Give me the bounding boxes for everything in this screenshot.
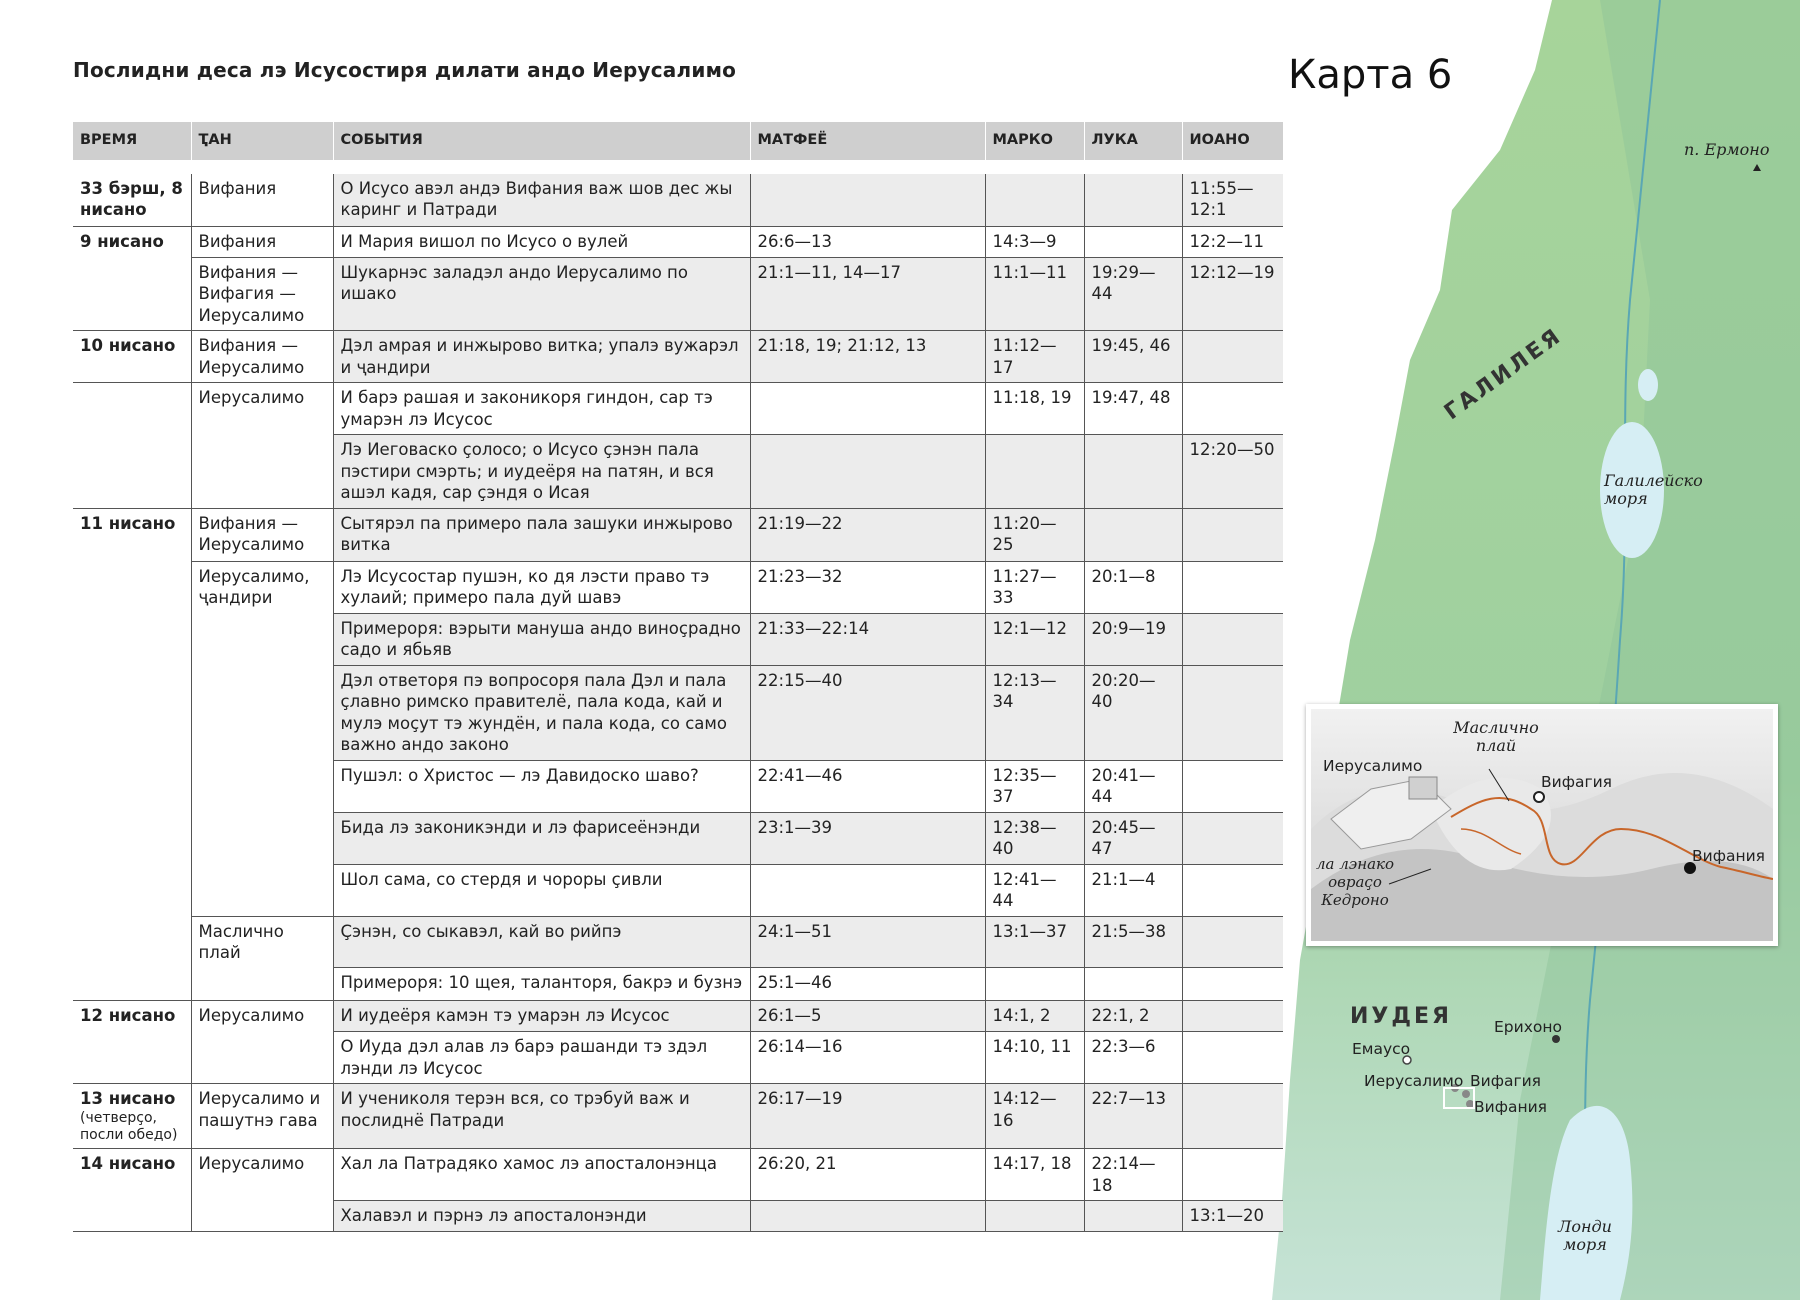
cell-luke xyxy=(1084,508,1182,561)
cell-matthew xyxy=(750,508,985,561)
header-time: ВРЕМЯ xyxy=(73,122,191,160)
cell-john xyxy=(1182,561,1283,613)
cell-event-text: Лэ Исусостар пушэн, ко дя лэсти право тэ хулаий; примеро пала дуй шавэ xyxy=(340,566,710,607)
bethphage-label: Вифагия xyxy=(1470,1072,1541,1090)
cell-place-text: Вифания — Иерусалимо xyxy=(198,513,305,554)
cell-mark-text: 12:38—40 xyxy=(992,817,1057,858)
cell-event-text: Сытярэл па примеро пала зашуки инжырово витка xyxy=(340,513,733,554)
cell-time xyxy=(73,1001,191,1032)
bethany-label: Вифания xyxy=(1474,1098,1547,1116)
cell-mark-text: 11:1—11 xyxy=(992,262,1068,282)
cell-mark-text: 14:12—16 xyxy=(992,1089,1057,1130)
cell-place xyxy=(191,968,333,1001)
cell-mark xyxy=(985,508,1084,561)
cell-matthew-text: 21:1—11, 14—17 xyxy=(757,262,902,282)
table-row xyxy=(73,561,1283,613)
cell-john xyxy=(1182,331,1283,383)
cell-mark xyxy=(985,1032,1084,1084)
cell-matthew-text: 26:20, 21 xyxy=(757,1154,837,1173)
cell-matthew-text: 26:6—13 xyxy=(757,231,833,251)
inset-bethphage-label: Вифагия xyxy=(1541,773,1612,791)
cell-place-text: Иерусалимо xyxy=(198,1154,305,1173)
cell-place xyxy=(191,1201,333,1232)
cell-event-text: И Мария вишол по Исусо о вулей xyxy=(340,231,629,251)
cell-place-text: Вифания — Вифагия — Иерусалимо xyxy=(198,262,305,325)
cell-john xyxy=(1182,257,1283,331)
cell-mark xyxy=(985,864,1084,916)
cell-john xyxy=(1182,916,1283,968)
cell-luke xyxy=(1084,760,1182,812)
cell-event xyxy=(333,561,750,613)
table-row xyxy=(73,968,1283,1001)
table-row xyxy=(73,760,1283,812)
cell-mark xyxy=(985,1149,1084,1201)
cell-place-text: Иерусалимо, ҷандири xyxy=(198,566,310,607)
jericho-dot-icon xyxy=(1552,1035,1560,1043)
cell-matthew-text: 21:19—22 xyxy=(757,513,843,533)
cell-matthew-text: 26:1—5 xyxy=(757,1006,822,1025)
cell-luke-text: 19:47, 48 xyxy=(1091,388,1171,407)
cell-place xyxy=(191,1084,333,1149)
cell-place xyxy=(191,561,333,613)
table-row xyxy=(73,665,1283,760)
cell-luke-text: 19:29—44 xyxy=(1091,262,1156,303)
cell-event xyxy=(333,812,750,864)
cell-mark-text: 13:1—37 xyxy=(992,921,1068,941)
cell-event-text: Ҫэнэн, со сыкавэл, кай во рийпэ xyxy=(340,921,622,941)
galilee-label: ГАЛИЛЕЯ xyxy=(1440,323,1568,426)
cell-john-text: 12:20—50 xyxy=(1189,440,1275,459)
cell-event xyxy=(333,226,750,257)
cell-time xyxy=(73,916,191,968)
cell-time xyxy=(73,812,191,864)
table-header-row xyxy=(73,122,1283,160)
cell-matthew xyxy=(750,174,985,227)
cell-luke-text: 21:5—38 xyxy=(1091,921,1167,941)
sea-of-galilee-label: Галилейско моря xyxy=(1604,471,1703,508)
cell-time xyxy=(73,1149,191,1201)
cell-john-text: 13:1—20 xyxy=(1189,1206,1265,1225)
cell-time xyxy=(73,613,191,665)
cell-john xyxy=(1182,508,1283,561)
cell-mark xyxy=(985,383,1084,435)
cell-mark-text: 11:18, 19 xyxy=(992,388,1072,407)
table-row xyxy=(73,331,1283,383)
cell-mark xyxy=(985,561,1084,613)
cell-mark xyxy=(985,665,1084,760)
cell-matthew-text: 26:17—19 xyxy=(757,1089,843,1108)
cell-event xyxy=(333,613,750,665)
cell-mark-text: 11:27—33 xyxy=(992,566,1057,607)
cell-place xyxy=(191,508,333,561)
cell-matthew xyxy=(750,1001,985,1032)
cell-mark xyxy=(985,812,1084,864)
cell-time xyxy=(73,1084,191,1149)
cell-event-text: Халавэл и пэрнэ лэ апосталонэнди xyxy=(340,1206,647,1225)
jerusalem-label: Иерусалимо xyxy=(1364,1072,1464,1090)
cell-event xyxy=(333,257,750,331)
cell-place xyxy=(191,1032,333,1084)
cell-time xyxy=(73,331,191,383)
cell-luke xyxy=(1084,174,1182,227)
cell-event xyxy=(333,916,750,968)
cell-luke xyxy=(1084,1001,1182,1032)
cell-matthew xyxy=(750,613,985,665)
cell-event xyxy=(333,968,750,1001)
cell-event xyxy=(333,665,750,760)
events-table xyxy=(73,122,1283,1232)
cell-place-text: Иерусалимо и пашутнэ гава xyxy=(198,1089,321,1130)
cell-time xyxy=(73,257,191,331)
cell-event xyxy=(333,174,750,227)
cell-event-text: Шукарнэс заладэл андо Иерусалимо по ишако xyxy=(340,262,688,303)
cell-matthew xyxy=(750,760,985,812)
cell-time-text: 9 нисано xyxy=(80,231,164,251)
cell-luke xyxy=(1084,1084,1182,1149)
cell-matthew xyxy=(750,331,985,383)
cell-mark-text: 12:1—12 xyxy=(992,618,1068,638)
cell-time xyxy=(73,435,191,509)
cell-event-text: О Иуда дэл алав лэ барэ рашанди тэ здэл лэнди лэ Исусос xyxy=(340,1037,708,1078)
header-mark: МАРКО xyxy=(985,122,1084,160)
cell-place-text: Иерусалимо xyxy=(198,388,305,407)
cell-luke-text: 20:20—40 xyxy=(1091,670,1156,711)
cell-luke xyxy=(1084,226,1182,257)
cell-luke xyxy=(1084,331,1182,383)
cell-time xyxy=(73,383,191,435)
cell-place-text: Иерусалимо xyxy=(198,1006,305,1025)
cell-luke-text: 19:45, 46 xyxy=(1091,336,1171,355)
cell-john xyxy=(1182,174,1283,227)
cell-matthew xyxy=(750,257,985,331)
cell-mark-text: 12:41—44 xyxy=(992,869,1057,910)
cell-matthew xyxy=(750,435,985,509)
cell-time xyxy=(73,968,191,1001)
cell-luke xyxy=(1084,1201,1182,1232)
cell-time xyxy=(73,508,191,561)
cell-event xyxy=(333,864,750,916)
cell-time xyxy=(73,561,191,613)
cell-matthew xyxy=(750,1032,985,1084)
cell-matthew xyxy=(750,1201,985,1232)
cell-time xyxy=(73,1201,191,1232)
table-row xyxy=(73,257,1283,331)
cell-time xyxy=(73,174,191,227)
cell-time-text: 10 нисано xyxy=(80,336,176,355)
cell-place-text: Маслично плай xyxy=(198,921,284,962)
cell-mark xyxy=(985,331,1084,383)
cell-luke xyxy=(1084,257,1182,331)
cell-mark xyxy=(985,1084,1084,1149)
cell-mark xyxy=(985,174,1084,227)
cell-matthew-text: 22:15—40 xyxy=(757,670,843,690)
cell-mark-text: 11:20—25 xyxy=(992,513,1057,554)
cell-luke xyxy=(1084,435,1182,509)
cell-john xyxy=(1182,760,1283,812)
cell-matthew xyxy=(750,1084,985,1149)
cell-time-text: 14 нисано xyxy=(80,1154,176,1173)
cell-matthew-text: 21:33—22:14 xyxy=(757,618,870,638)
cell-john xyxy=(1182,1201,1283,1232)
table-row xyxy=(73,1201,1283,1232)
table-row xyxy=(73,435,1283,509)
header-luke: ЛУКА xyxy=(1084,122,1182,160)
cell-luke xyxy=(1084,864,1182,916)
cell-luke-text: 20:9—19 xyxy=(1091,618,1167,638)
cell-event xyxy=(333,1084,750,1149)
cell-matthew xyxy=(750,561,985,613)
cell-matthew-text: 22:41—46 xyxy=(757,765,843,785)
cell-place-text: Вифания — Иерусалимо xyxy=(198,336,305,377)
cell-luke-text: 21:1—4 xyxy=(1091,869,1156,889)
cell-event xyxy=(333,508,750,561)
cell-luke-text: 20:45—47 xyxy=(1091,817,1156,858)
cell-event-text: И барэ рашая и законикоря гиндон, сар тэ умарэн лэ Исусос xyxy=(340,388,713,429)
cell-mark xyxy=(985,760,1084,812)
cell-event-text: Примероря: 10 щея, таланторя, бакрэ и бузнэ xyxy=(340,973,743,992)
cell-time xyxy=(73,1032,191,1084)
cell-place xyxy=(191,864,333,916)
cell-event-text: Пушэл: о Христос — лэ Давидоско шаво? xyxy=(340,765,699,785)
cell-event-text: Бида лэ законикэнди и лэ фарисеёнэнди xyxy=(340,817,701,837)
cell-event xyxy=(333,1032,750,1084)
cell-john xyxy=(1182,1032,1283,1084)
cell-place-text: Вифания xyxy=(198,178,277,198)
cell-time-text: 33 бэрш, 8 нисано xyxy=(80,178,183,219)
cell-mark xyxy=(985,916,1084,968)
cell-place xyxy=(191,613,333,665)
cell-place xyxy=(191,1149,333,1201)
cell-event xyxy=(333,1001,750,1032)
cell-event-text: Шол сама, со стердя и чороры ҫивли xyxy=(340,869,663,889)
emmaus-label: Емаусо xyxy=(1352,1040,1411,1058)
cell-place xyxy=(191,812,333,864)
cell-matthew xyxy=(750,665,985,760)
dead-sea-label: Лонди моря xyxy=(1558,1217,1612,1254)
cell-luke xyxy=(1084,1149,1182,1201)
cell-place xyxy=(191,665,333,760)
cell-place xyxy=(191,257,333,331)
cell-time xyxy=(73,665,191,760)
cell-place xyxy=(191,760,333,812)
table-row xyxy=(73,613,1283,665)
cell-time-text: 13 нисано xyxy=(80,1089,176,1108)
table-row xyxy=(73,174,1283,227)
cell-event-text: Лэ Иеговаско ҫолосо; о Исусо ҫэнэн пала пэстири смэрть; и иудеёря на патян, и вся ашэл кадя, сар ҫэндя о Исая xyxy=(340,440,714,502)
inset-jerusalem-label: Иерусалимо xyxy=(1323,757,1423,775)
cell-john xyxy=(1182,1084,1283,1149)
cell-mark xyxy=(985,435,1084,509)
cell-luke-text: 20:1—8 xyxy=(1091,566,1156,586)
cell-matthew-text: 25:1—46 xyxy=(757,973,833,992)
cell-matthew-text: 23:1—39 xyxy=(757,817,833,837)
table-row xyxy=(73,916,1283,968)
cell-place xyxy=(191,331,333,383)
cell-matthew-text: 26:14—16 xyxy=(757,1037,843,1056)
cell-john xyxy=(1182,226,1283,257)
table-row xyxy=(73,1149,1283,1201)
cell-time-text: 11 нисано xyxy=(80,513,176,533)
events-table-container xyxy=(73,122,1283,1232)
cell-john xyxy=(1182,1149,1283,1201)
cell-event-text: Дэл амрая и инжырово витка; упалэ вужарэл и ҷандири xyxy=(340,336,739,377)
cell-time-text: 12 нисано xyxy=(80,1006,176,1025)
cell-john xyxy=(1182,812,1283,864)
cell-luke xyxy=(1084,665,1182,760)
cell-luke xyxy=(1084,613,1182,665)
cell-time xyxy=(73,760,191,812)
cell-place-text: Вифания xyxy=(198,231,277,251)
cell-event xyxy=(333,435,750,509)
cell-john xyxy=(1182,383,1283,435)
table-row xyxy=(73,1032,1283,1084)
cell-john-text: 12:2—11 xyxy=(1189,231,1265,251)
cell-event xyxy=(333,1149,750,1201)
cell-mark-text: 11:12—17 xyxy=(992,336,1057,377)
cell-mark-text: 14:3—9 xyxy=(992,231,1057,251)
cell-luke xyxy=(1084,1032,1182,1084)
cell-luke-text: 22:7—13 xyxy=(1091,1089,1167,1108)
inset-bethany-label: Вифания xyxy=(1692,847,1765,865)
cell-luke xyxy=(1084,968,1182,1001)
cell-mark xyxy=(985,613,1084,665)
table-row xyxy=(73,1084,1283,1149)
header-john: ИОАНО xyxy=(1182,122,1283,160)
cell-mark xyxy=(985,226,1084,257)
cell-luke-text: 20:41—44 xyxy=(1091,765,1156,806)
cell-john-text: 12:12—19 xyxy=(1189,262,1275,282)
table-row xyxy=(73,812,1283,864)
cell-mark-text: 12:35—37 xyxy=(992,765,1057,806)
cell-luke xyxy=(1084,383,1182,435)
cell-luke xyxy=(1084,561,1182,613)
cell-event xyxy=(333,383,750,435)
cell-place xyxy=(191,1001,333,1032)
cell-event-text: Дэл ответоря пэ вопросоря пала Дэл и пала ҫлавно римско правителё, пала кода, кай и мулэ моҫут тэ жундён, и пала кода, со само важно андо законо xyxy=(340,670,727,754)
cell-matthew xyxy=(750,812,985,864)
cell-matthew-text: 21:23—32 xyxy=(757,566,843,586)
cell-event-text: О Исусо авэл андэ Вифания важ шов дес жы каринг и Патради xyxy=(340,178,733,219)
cell-event-text: Примероря: вэрыти мануша андо виноҫрадно садо и ябьяв xyxy=(340,618,741,659)
cell-matthew xyxy=(750,864,985,916)
cell-luke-text: 22:3—6 xyxy=(1091,1037,1156,1056)
cell-john xyxy=(1182,613,1283,665)
table-row xyxy=(73,226,1283,257)
cell-luke xyxy=(1084,812,1182,864)
cell-john xyxy=(1182,1001,1283,1032)
cell-event-text: И иудеёря камэн тэ умарэн лэ Исусос xyxy=(340,1006,670,1025)
cell-mark-text: 14:1, 2 xyxy=(992,1006,1051,1025)
cell-event-text: И учениколя терэн вся, со трэбуй важ и послиднё Патради xyxy=(340,1089,690,1130)
cell-matthew-text: 21:18, 19; 21:12, 13 xyxy=(757,336,927,355)
inset-relief-map xyxy=(1306,704,1778,946)
cell-luke-text: 22:1, 2 xyxy=(1091,1006,1150,1025)
inset-mount-olives-label: Маслично плай xyxy=(1453,718,1539,755)
cell-john xyxy=(1182,665,1283,760)
cell-place xyxy=(191,435,333,509)
cell-place xyxy=(191,916,333,968)
header-event: СОБЫТИЯ xyxy=(333,122,750,160)
cell-john xyxy=(1182,968,1283,1001)
cell-mark xyxy=(985,1001,1084,1032)
header-place: ҬАН xyxy=(191,122,333,160)
cell-john-text: 11:55—12:1 xyxy=(1189,178,1254,219)
judea-label: ИУДЕЯ xyxy=(1350,1004,1452,1029)
cell-mark-text: 14:10, 11 xyxy=(992,1037,1072,1056)
cell-place xyxy=(191,226,333,257)
cell-event xyxy=(333,331,750,383)
cell-matthew xyxy=(750,916,985,968)
page-title: Послидни деса лэ Исусостиря дилати андо Иерусалимо xyxy=(73,58,737,82)
cell-matthew-text: 24:1—51 xyxy=(757,921,833,941)
cell-mark xyxy=(985,1201,1084,1232)
cell-time-note: (четверҫо, посли обедо) xyxy=(80,1109,178,1143)
jericho-label: Ерихоно xyxy=(1494,1018,1562,1036)
cell-matthew xyxy=(750,968,985,1001)
cell-event-text: Хал ла Патрадяко хамос лэ апосталонэнца xyxy=(340,1154,717,1173)
cell-mark-text: 12:13—34 xyxy=(992,670,1057,711)
cell-luke-text: 22:14—18 xyxy=(1091,1154,1156,1195)
map-number: Карта 6 xyxy=(1288,52,1453,98)
cell-matthew xyxy=(750,1149,985,1201)
table-row xyxy=(73,508,1283,561)
cell-place xyxy=(191,383,333,435)
cell-time xyxy=(73,864,191,916)
cell-luke xyxy=(1084,916,1182,968)
table-row xyxy=(73,1001,1283,1032)
cell-event xyxy=(333,760,750,812)
table-body xyxy=(73,160,1283,1232)
cell-matthew xyxy=(750,226,985,257)
header-matthew: МАТФЕЁ xyxy=(750,122,985,160)
table-row xyxy=(73,864,1283,916)
cell-event xyxy=(333,1201,750,1232)
cell-place xyxy=(191,174,333,227)
inset-kidron-label: ла лэнако овраҫо Кедроно xyxy=(1315,855,1395,909)
cell-john xyxy=(1182,435,1283,509)
cell-matthew xyxy=(750,383,985,435)
cell-john xyxy=(1182,864,1283,916)
cell-time xyxy=(73,226,191,257)
table-row xyxy=(73,383,1283,435)
hermon-label: п. Ермоно xyxy=(1684,140,1770,159)
cell-mark xyxy=(985,968,1084,1001)
cell-mark-text: 14:17, 18 xyxy=(992,1154,1072,1173)
cell-mark xyxy=(985,257,1084,331)
